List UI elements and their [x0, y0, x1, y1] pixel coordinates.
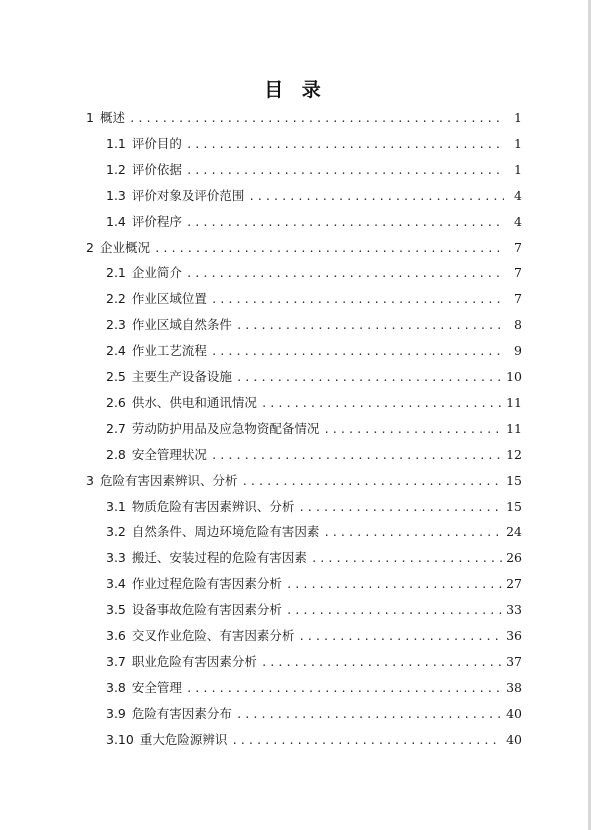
- toc-entry: [106, 522, 522, 542]
- toc-entry-title: 评价目的: [131, 135, 182, 151]
- toc-dot-leader: [261, 394, 502, 414]
- toc-entry-page: 4: [514, 187, 522, 203]
- toc-title: 目 录: [264, 79, 327, 101]
- toc-entry-title: 劳动防护用品及应急物资配备情况: [131, 420, 320, 436]
- toc-dot-leader: [211, 290, 504, 310]
- toc-dot-leader: [186, 135, 504, 155]
- toc-dot-leader: [186, 679, 502, 699]
- toc-dot-leader: [154, 239, 504, 259]
- toc-dot-leader: [129, 109, 504, 129]
- toc-entry-number: 3.8: [106, 679, 126, 695]
- toc-dot-leader: [323, 523, 502, 543]
- toc-entry-page: 12: [506, 446, 522, 462]
- toc-entry-title: 设备事故危险有害因素分析: [131, 602, 282, 618]
- toc-entry-page: 7: [514, 239, 522, 255]
- toc-dot-leader: [186, 213, 504, 233]
- toc-entry: [106, 393, 522, 413]
- toc-entry: [106, 678, 522, 698]
- toc-entry-number: 3.5: [106, 602, 126, 618]
- toc-entry-title: 评价程序: [131, 213, 182, 229]
- toc-entry-page: 10: [506, 369, 522, 384]
- toc-entry-number: 1.1: [106, 135, 126, 151]
- toc-dot-leader: [236, 316, 504, 336]
- toc-entry-number: 1: [86, 110, 94, 125]
- toc-entry-title: 职业危险有害因素分析: [131, 653, 257, 669]
- toc-entry: [86, 108, 522, 128]
- toc-entry-number: 2.7: [106, 420, 126, 436]
- toc-entry: [106, 212, 522, 232]
- toc-entry: [106, 548, 522, 568]
- toc-dot-leader: [298, 498, 502, 518]
- toc-entry-number: 2.5: [106, 369, 126, 384]
- toc-dot-leader: [186, 264, 504, 284]
- toc-entry-number: 1.2: [106, 161, 126, 177]
- toc-dot-leader: [236, 368, 502, 388]
- toc-entry-page: 38: [506, 679, 522, 695]
- toc-entry-number: 3.9: [106, 705, 126, 721]
- toc-entry-page: 24: [506, 524, 522, 540]
- toc-entry-page: 8: [514, 317, 522, 333]
- toc-entry-page: 15: [506, 498, 522, 514]
- toc-entry: [106, 626, 522, 646]
- toc-entry-title: 危险有害因素辨识、分析: [99, 472, 238, 488]
- toc-dot-leader: [186, 161, 504, 181]
- toc-entry-page: 36: [506, 628, 522, 643]
- toc-entry-number: 2.4: [106, 343, 126, 359]
- toc-entry-page: 7: [514, 265, 522, 281]
- toc-dot-leader: [211, 446, 502, 466]
- toc-entry-number: 1.4: [106, 213, 126, 229]
- toc-entry-number: 3.7: [106, 653, 126, 669]
- toc-entry-title: 企业简介: [131, 265, 182, 281]
- toc-entry: [86, 471, 522, 491]
- toc-entry-page: 40: [506, 731, 522, 747]
- toc-entry-number: 3.6: [106, 628, 126, 643]
- toc-entry-title: 交叉作业危险、有害因素分析: [131, 628, 295, 643]
- toc-dot-leader: [248, 187, 504, 207]
- toc-entry-number: 3: [86, 472, 94, 488]
- toc-entry-page: 40: [506, 705, 522, 721]
- toc-entry-title: 作业工艺流程: [131, 343, 207, 359]
- toc-entry-title: 评价依据: [131, 161, 182, 177]
- toc-dot-leader: [286, 575, 502, 595]
- toc-dot-leader: [323, 420, 502, 440]
- toc-entry-title: 概述: [99, 110, 125, 125]
- toc-entry: [86, 238, 522, 258]
- toc-entry-page: 1: [514, 161, 522, 177]
- toc-entry-title: 主要生产设备设施: [131, 369, 232, 384]
- toc-entry: [106, 367, 522, 387]
- toc-entry: [106, 341, 522, 361]
- toc-dot-leader: [231, 731, 502, 751]
- toc-entry: [106, 445, 522, 465]
- toc-entry-page: 11: [506, 394, 522, 410]
- toc-dot-leader: [236, 705, 502, 725]
- toc-entry-title: 危险有害因素分布: [131, 705, 232, 721]
- toc-dot-leader: [311, 549, 502, 569]
- toc-entry-page: 11: [506, 420, 522, 436]
- toc-entry-number: 2.3: [106, 317, 126, 333]
- toc-entry: [106, 704, 522, 724]
- toc-entry: [106, 186, 522, 206]
- toc-dot-leader: [286, 601, 502, 621]
- toc-dot-leader: [261, 653, 502, 673]
- toc-entry: [106, 289, 522, 309]
- toc-entry: [106, 497, 522, 517]
- toc-entry-page: 37: [506, 653, 522, 669]
- toc-entry-number: 3.3: [106, 550, 126, 566]
- toc-dot-leader: [298, 627, 502, 647]
- toc-entry-number: 2.8: [106, 446, 126, 462]
- toc-entry-title: 物质危险有害因素辨识、分析: [131, 498, 295, 514]
- toc-entry: [106, 730, 522, 750]
- toc-entry: [106, 134, 522, 154]
- toc-entry-number: 2.2: [106, 291, 126, 307]
- toc-entry-title: 作业区域位置: [131, 291, 207, 307]
- toc-entry-page: 7: [514, 291, 522, 307]
- toc-entry-title: 企业概况: [99, 239, 150, 255]
- toc-entry: [106, 160, 522, 180]
- toc-entry-title: 搬迁、安装过程的危险有害因素: [131, 550, 307, 566]
- toc-entry: [106, 419, 522, 439]
- toc-entry-title: 安全管理: [131, 679, 182, 695]
- toc-entry-number: 2.1: [106, 265, 126, 281]
- toc-entry-number: 1.3: [106, 187, 126, 203]
- toc-entry: [106, 600, 522, 620]
- toc-entry: [106, 574, 522, 594]
- toc-entry-number: 3.2: [106, 524, 126, 540]
- toc-dot-leader: [241, 472, 502, 492]
- toc-entry: [106, 315, 522, 335]
- toc-entry-title: 重大危险源辨识: [139, 731, 228, 747]
- toc-entry-page: 4: [514, 213, 522, 229]
- toc-dot-leader: [211, 342, 504, 362]
- toc-entry-number: 3.1: [106, 498, 126, 514]
- toc-entry-page: 15: [506, 472, 522, 488]
- toc-entry: [106, 652, 522, 672]
- toc-entry-title: 作业过程危险有害因素分析: [131, 576, 282, 592]
- toc-entry-page: 1: [514, 110, 522, 125]
- toc-entry-page: 27: [506, 576, 522, 592]
- toc-entry-title: 自然条件、周边环境危险有害因素: [131, 524, 320, 540]
- toc-entry: [106, 263, 522, 283]
- toc-entry-title: 评价对象及评价范围: [131, 187, 245, 203]
- toc-entry-title: 安全管理状况: [131, 446, 207, 462]
- toc-entry-page: 9: [514, 343, 522, 359]
- toc-entry-page: 33: [506, 602, 522, 618]
- toc-entry-page: 1: [514, 135, 522, 151]
- toc-entry-title: 供水、供电和通讯情况: [131, 394, 257, 410]
- toc-entry-number: 2: [86, 239, 94, 255]
- toc-entry-number: 2.6: [106, 394, 126, 410]
- toc-entry-number: 3.4: [106, 576, 126, 592]
- toc-entry-page: 26: [506, 550, 522, 566]
- toc-entry-number: 3.10: [106, 731, 134, 747]
- toc-entry-title: 作业区域自然条件: [131, 317, 232, 333]
